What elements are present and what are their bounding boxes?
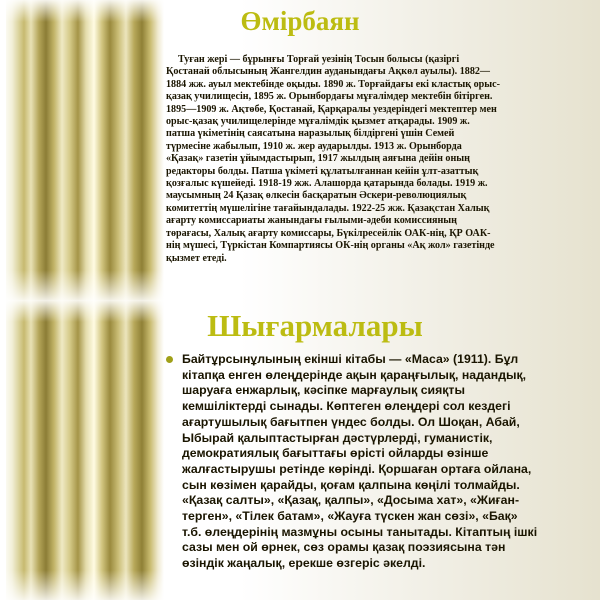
works-paragraph: Байтұрсынұлының екінші кітабы — «Маса» (1911). Бұл кітапқа енген өлеңдерінде ақын қараңғылық, надандық, шаруаға енжарлық, кәсіпке марғаулық сияқты кемшіліктерді сынады. Көптеген өлеңдері сол кездегі ағартушылық бағытпен үндес болды. Ол Шоқан, Абай, Ыбырай қалыптастырған дәстүрлерді, гуманистік, демократиялық бағыттағы өрісті ойларды өзінше жалғастырушы ретінде көрінді. Қоршаған ортаға ойлана, сын көзімен қарайды, қоғам қалпына көңілі толмайды. «Қазақ салты», «Қазақ, қалпы», «Досыма хат», «Жиған-терген», «Тілек батам», «Жауға түскен жан сөзі», «Бақ» т.б. өлеңдерінің мазмұны осыны танытады. Кітаптың ішкі сазы мен ой өрнек, сөз орамы қазақ поэзиясына тән өзіндік жаңалық, ерекше өзгеріс әкелді. [182,352,538,571]
slide-title: Өмірбаян [240,6,360,36]
slide-title: Шығармалары [207,308,423,343]
decorative-pillar [6,300,164,600]
decorative-pillar [6,0,164,300]
bullet-icon [166,356,173,363]
biography-paragraph: Туған жері — бұрынғы Торғай уезінің Тосын болысы (қазіргі Қостанай облысының Жангелдин ауданындағы Ақкөл ауылы). 1882—1884 жж. ауыл мектебінде оқыды. 1890 ж. Торғайдағы екі кластық орыс-қазақ училищесін, 1895 ж. Орынбордағы мұғалімдер мектебін бітірген. 1895—1909 ж. Ақтөбе, Қостанай, Қарқаралы уездеріндегі мектептер мен орыс-қазақ училищелерінде мұғалімдік қызмет атқарады. 1909 ж. патша үкіметінің саясатына наразылық білдіргені үшін Семей түрмесіне жабылып, 1910 ж. жер аударылды. 1913 ж. Орынборда «Қазақ» газетін ұйымдастырып, 1917 жылдың аяғына дейін оның редакторы болды. Патша үкіметі құлатылғаннан кейін ұлт-азаттық қозғалыс күшейеді. 1918-19 жж. Алашорда қатарында болады. 1919 ж. маусымның 24 Қазақ өлкесін басқаратын Әскери-революциялық комитеттің мүшелігіне тағайындалады. 1922-25 жж. Қазақстан Халық ағарту комиссариаты жанындағы ғылыми-әдеби комиссияның төрағасы, Халық ағарту комиссары, Бүкілресейлік ОАК-нің, ҚР ОАК-нің мүшесі, Түркістан Компартиясы ОК-нің органы «Ақ жол» газетінде қызмет етеді. [166,54,500,264]
slide-works [0,300,600,600]
bullet-list [166,352,538,572]
